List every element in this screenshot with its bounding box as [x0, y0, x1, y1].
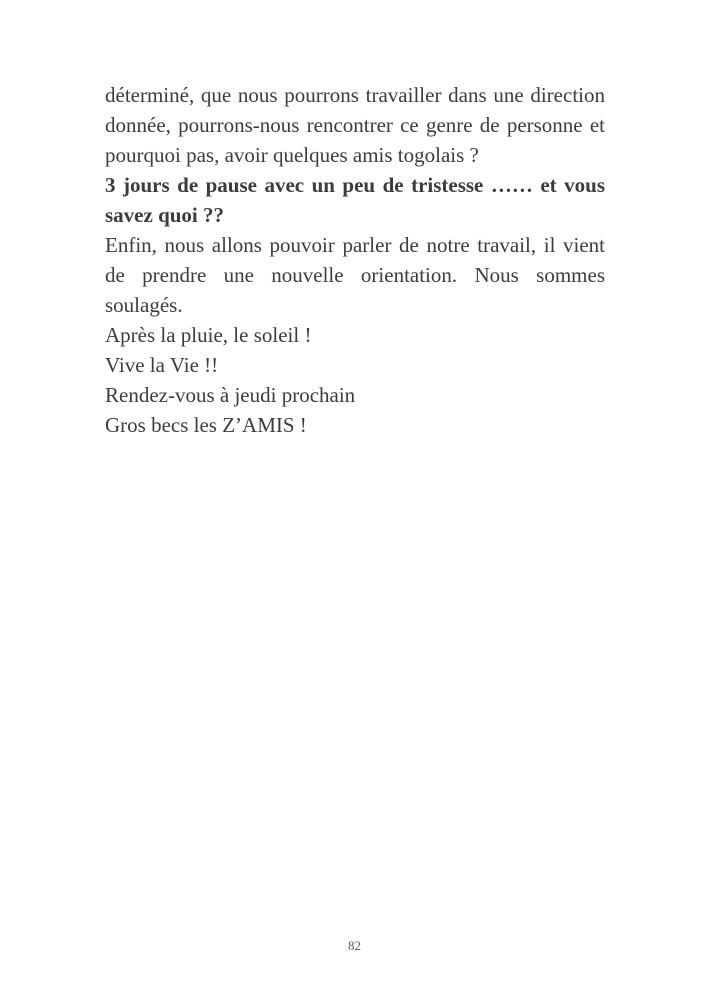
line-vive-la-vie: Vive la Vie !!	[105, 353, 219, 377]
paragraph-enfin: Enfin, nous allons pouvoir parler de notre travail, il vient de prendre une nouvelle orientation. Nous sommes soulagés.	[105, 233, 605, 317]
line-apres-la-pluie: Après la pluie, le soleil !	[105, 323, 312, 347]
line-rendez-vous: Rendez-vous à jeudi prochain	[105, 383, 356, 407]
paragraph-determine: déterminé, que nous pourrons travailler dans une direction donnée, pourrons-nous rencontrer ce genre de personne et pourquoi pas, avoir quelques amis togolais ?	[105, 83, 605, 167]
line-gros-becs: Gros becs les Z’AMIS !	[105, 413, 307, 437]
text-block	[105, 80, 605, 440]
paragraph-3-jours-bold: 3 jours de pause avec un peu de tristesse …… et vous savez quoi ??	[105, 173, 605, 227]
page-number: 82	[348, 938, 361, 953]
